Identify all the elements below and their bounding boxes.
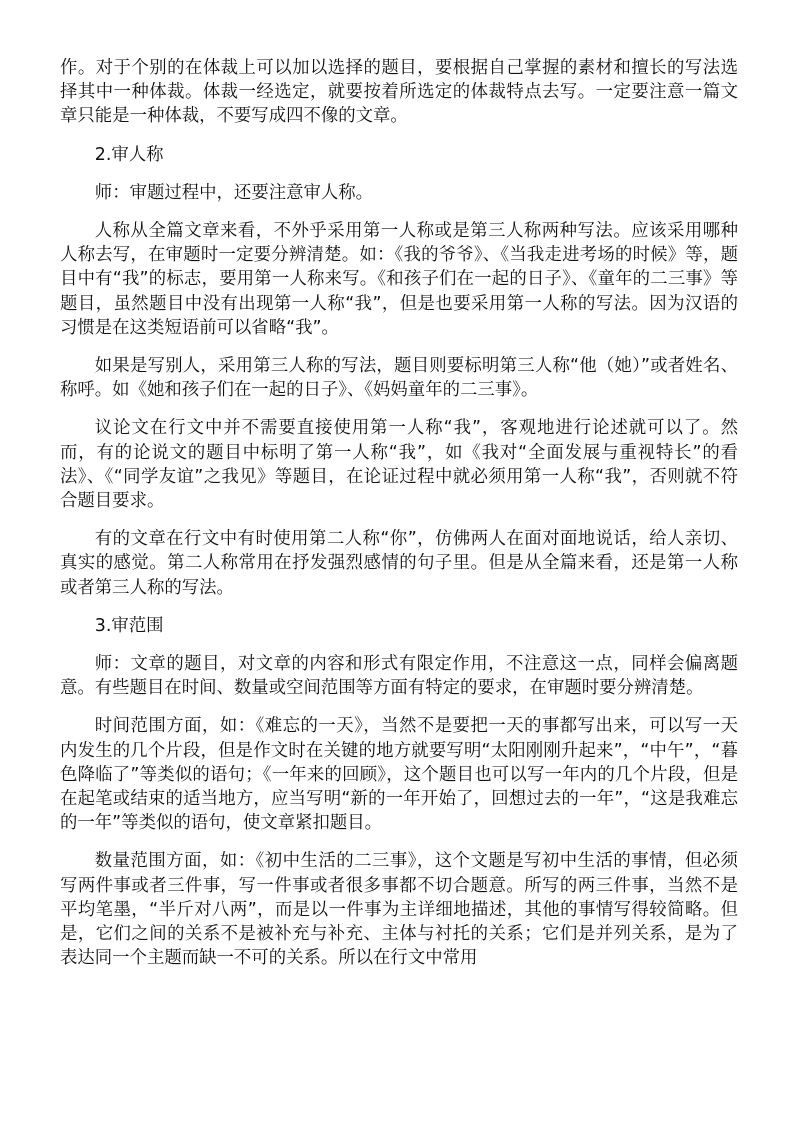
paragraph-third-person: 如果是写别人，采用第三人称的写法，题目则要标明第三人称“他（她）”或者姓名、称呼。如《她和孩子们在一起的日子》、《妈妈童年的二三事》。: [60, 356, 738, 401]
paragraph-teacher-person: 师：审题过程中，还要注意审人称。: [94, 182, 374, 203]
paragraph-genre-choice: 作。对于个别的在体裁上可以加以选择的题目，要根据自己掌握的素材和擅长的写法选择其中一种体裁。体裁一经选定，就要按着所选定的体裁特点去写。一定要注意一篇文章只能是一种体裁，不要写成四不像的文章。: [60, 58, 738, 127]
paragraph-time-scope: 时间范围方面，如：《难忘的一天》，当然不是要把一天的事都写出来，可以写一天内发生的几个片段，但是作文时在关键的地方就要写明“太阳刚刚升起来”，“中午”，“暮色降临了”等类似的语句；《一年来的回顾》，这个题目也可以写一年内的几个片段，但是在起笔或结束的适当地方，应当写明“新的一年开始了，回想过去的一年”，“这是我难忘的一年”等类似的语句，使文章紧扣题目。: [60, 716, 738, 834]
paragraph-quantity-scope: 数量范围方面，如：《初中生活的二三事》，这个文题是写初中生活的事情，但必须写两件事或者三件事，写一件事或者很多事都不切合题意。所写的两三件事，当然不是平均笔墨，“半斤对八两”，而是以一件事为主详细地描述，其他的事情写得较简略。但是，它们之间的关系不是被补充与补充、主体与衬托的关系；它们是并列关系，是为了表达同一个主题而缺一不可的关系。所以在行文中常用: [60, 851, 738, 969]
paragraph-first-third-person: 人称从全篇文章来看，不外乎采用第一人称或是第三人称两种写法。应该采用哪种人称去写，在审题时一定要分辨清楚。如：《我的爷爷》、《当我走进考场的时候》等，题目中有“我”的标志，要用第一人称来写。《和孩子们在一起的日子》、《童年的二三事》等题目，虽然题目中没有出现第一人称“我”，但是也要采用第一人称的写法。因为汉语的习惯是在这类短语前可以省略“我”。: [60, 221, 738, 338]
paragraph-teacher-scope: 师：文章的题目，对文章的内容和形式有限定作用，不注意这一点，同样会偏离题意。有些题目在时间、数量或空间范围等方面有特定的要求，在审题时要分辨清楚。: [60, 654, 738, 699]
document-page: [60, 56, 738, 985]
section-heading-scope: 3.审范围: [94, 615, 164, 636]
paragraph-argumentative: 议论文在行文中并不需要直接使用第一人称“我”，客观地进行论述就可以了。然而，有的论说文的题目中标明了第一人称“我”，如《我对“全面发展与重视特长”的看法》、《“同学友谊”之我见》等题目，在论证过程中就必须用第一人称“我”，否则就不符合题目要求。: [60, 418, 738, 512]
section-heading-person: 2.审人称: [94, 144, 164, 165]
paragraph-second-person: 有的文章在行文中有时使用第二人称“你”，仿佛两人在面对面地说话，给人亲切、真实的感觉。第二人称常用在抒发强烈感情的句子里。但是从全篇来看，还是第一人称或者第三人称的写法。: [60, 529, 738, 598]
